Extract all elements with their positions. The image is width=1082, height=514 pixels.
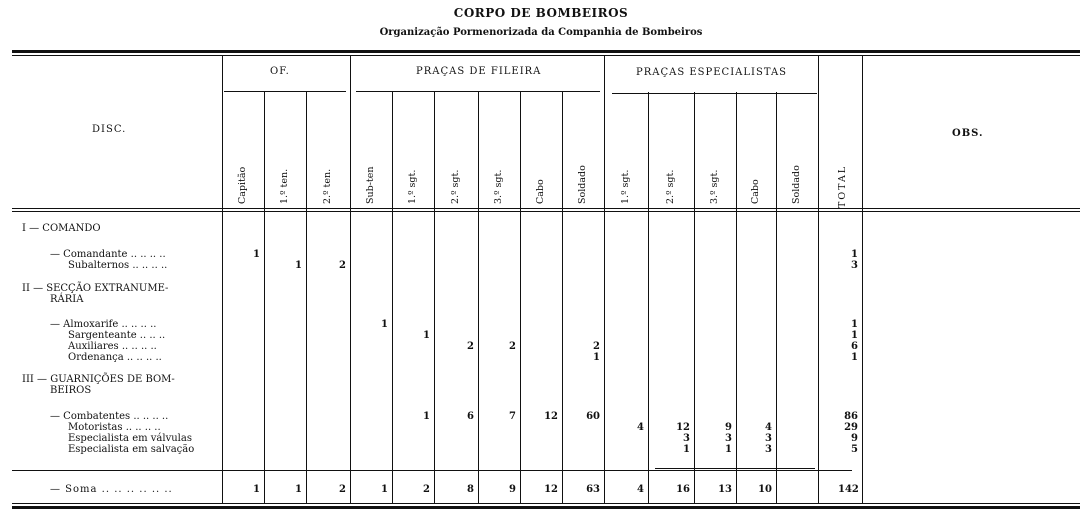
table-cell: 1 bbox=[295, 260, 302, 271]
column-header: Cabo bbox=[750, 179, 761, 204]
column-divider bbox=[736, 92, 737, 503]
total-cell: 1 bbox=[851, 249, 858, 260]
table-cell: 7 bbox=[509, 411, 516, 422]
table-cell: 4 bbox=[765, 422, 772, 433]
sum-label: — Soma .. .. .. .. .. .. bbox=[50, 484, 173, 495]
total-cell: 9 bbox=[851, 433, 858, 444]
column-divider bbox=[306, 92, 307, 503]
row-label: — Combatentes .. .. .. .. bbox=[50, 411, 169, 422]
column-header: 1.º sgt. bbox=[620, 169, 631, 204]
column-divider bbox=[604, 56, 605, 503]
table-cell: 2 bbox=[339, 260, 346, 271]
column-divider bbox=[264, 92, 265, 503]
table-cell: 60 bbox=[586, 411, 600, 422]
sum-cell: 16 bbox=[676, 484, 690, 495]
column-divider bbox=[648, 92, 649, 503]
table-cell: 9 bbox=[725, 422, 732, 433]
table-cell: 2 bbox=[467, 341, 474, 352]
column-header: 3.º sgt. bbox=[493, 169, 504, 204]
column-header: 2.º ten. bbox=[322, 168, 333, 204]
table-cell: 2 bbox=[509, 341, 516, 352]
row-label: — Comandante .. .. .. .. bbox=[50, 249, 166, 260]
obs-header: OBS. bbox=[952, 128, 984, 139]
row-label: Subalternos .. .. .. .. bbox=[68, 260, 168, 271]
table-cell: 3 bbox=[765, 433, 772, 444]
sum-cell: 8 bbox=[467, 484, 474, 495]
row-label: Auxiliares .. .. .. .. bbox=[68, 341, 157, 352]
group-of-rule bbox=[224, 91, 346, 92]
total-cell: 1 bbox=[851, 352, 858, 363]
group-fileira-header: PRAÇAS DE FILEIRA bbox=[416, 66, 542, 77]
column-header: 1.º ten. bbox=[279, 168, 290, 204]
column-divider bbox=[776, 92, 777, 503]
row-label: Especialista em salvação bbox=[68, 444, 195, 455]
table-cell: 1 bbox=[683, 444, 690, 455]
total-cell: 29 bbox=[844, 422, 858, 433]
table-cell: 4 bbox=[637, 422, 644, 433]
section-label: II — SECÇÃO EXTRANUME- RÁRIA bbox=[22, 283, 169, 305]
column-divider bbox=[818, 56, 819, 503]
bottom-rule-thin bbox=[12, 503, 1080, 504]
total-cell: 5 bbox=[851, 444, 858, 455]
total-cell: 1 bbox=[851, 330, 858, 341]
sum-cell: 1 bbox=[381, 484, 388, 495]
top-rule-thick bbox=[12, 50, 1080, 53]
column-divider bbox=[222, 56, 223, 503]
total-cell: 6 bbox=[851, 341, 858, 352]
row-label: Especialista em válvulas bbox=[68, 433, 192, 444]
column-header: 3.º sgt. bbox=[709, 169, 720, 204]
table-cell: 1 bbox=[423, 411, 430, 422]
column-divider bbox=[694, 92, 695, 503]
sum-cell: 10 bbox=[758, 484, 772, 495]
bottom-rule-thick bbox=[12, 506, 1080, 509]
table-cell: 3 bbox=[765, 444, 772, 455]
table-cell: 12 bbox=[676, 422, 690, 433]
sum-cell: 2 bbox=[423, 484, 430, 495]
group-of-header: OF. bbox=[270, 66, 290, 77]
column-header: Capitão bbox=[237, 166, 248, 204]
sum-cell: 12 bbox=[544, 484, 558, 495]
row-label: Motoristas .. .. .. .. bbox=[68, 422, 161, 433]
table-cell: 1 bbox=[423, 330, 430, 341]
column-header: 1.º sgt. bbox=[407, 169, 418, 204]
sum-cell: 9 bbox=[509, 484, 516, 495]
table-cell: 1 bbox=[253, 249, 260, 260]
table-cell: 6 bbox=[467, 411, 474, 422]
table-cell: 1 bbox=[381, 319, 388, 330]
row-label: Sargenteante .. .. .. bbox=[68, 330, 166, 341]
row-label: — Almoxarife .. .. .. .. bbox=[50, 319, 157, 330]
table-cell: 3 bbox=[725, 433, 732, 444]
sum-cell: 13 bbox=[718, 484, 732, 495]
section-label: I — COMANDO bbox=[22, 223, 101, 234]
page-subtitle: Organização Pormenorizada da Companhia de Bombeiros bbox=[379, 27, 703, 38]
table-cell: 12 bbox=[544, 411, 558, 422]
total-header: TOTAL bbox=[837, 164, 848, 208]
column-divider bbox=[434, 92, 435, 503]
column-header: 2.º sgt. bbox=[665, 169, 676, 204]
column-header: Soldado bbox=[791, 165, 802, 204]
page-title: CORPO DE BOMBEIROS bbox=[453, 6, 629, 20]
sum-cell: 1 bbox=[295, 484, 302, 495]
column-divider bbox=[562, 92, 563, 503]
top-rule-thin bbox=[12, 55, 1080, 56]
sum-cell: 63 bbox=[586, 484, 600, 495]
table-cell: 2 bbox=[593, 341, 600, 352]
sum-cell: 4 bbox=[637, 484, 644, 495]
column-divider bbox=[478, 92, 479, 503]
column-header: 2.º sgt. bbox=[450, 169, 461, 204]
column-divider bbox=[392, 92, 393, 503]
row-label: Ordenança .. .. .. .. bbox=[68, 352, 162, 363]
column-header: Sub-ten bbox=[365, 166, 376, 204]
total-cell: 3 bbox=[851, 260, 858, 271]
group-especialistas-rule bbox=[612, 93, 817, 94]
column-header: Cabo bbox=[535, 179, 546, 204]
sum-total-cell: 142 bbox=[838, 484, 859, 495]
sum-rule bbox=[12, 470, 852, 471]
header-rule bbox=[12, 208, 1080, 209]
sum-cell: 1 bbox=[253, 484, 260, 495]
table-cell: 3 bbox=[683, 433, 690, 444]
total-cell: 1 bbox=[851, 319, 858, 330]
disc-header: DISC. bbox=[92, 124, 127, 135]
header-rule-2 bbox=[12, 211, 1080, 212]
section-label: III — GUARNIÇÕES DE BOM- BEIROS bbox=[22, 374, 175, 396]
column-divider bbox=[350, 56, 351, 503]
column-divider bbox=[520, 92, 521, 503]
sum-subrule bbox=[655, 468, 815, 469]
table-cell: 1 bbox=[725, 444, 732, 455]
total-cell: 86 bbox=[844, 411, 858, 422]
group-especialistas-header: PRAÇAS ESPECIALISTAS bbox=[636, 67, 788, 78]
table-cell: 1 bbox=[593, 352, 600, 363]
column-header: Soldado bbox=[577, 165, 588, 204]
sum-cell: 2 bbox=[339, 484, 346, 495]
column-divider bbox=[862, 56, 863, 503]
